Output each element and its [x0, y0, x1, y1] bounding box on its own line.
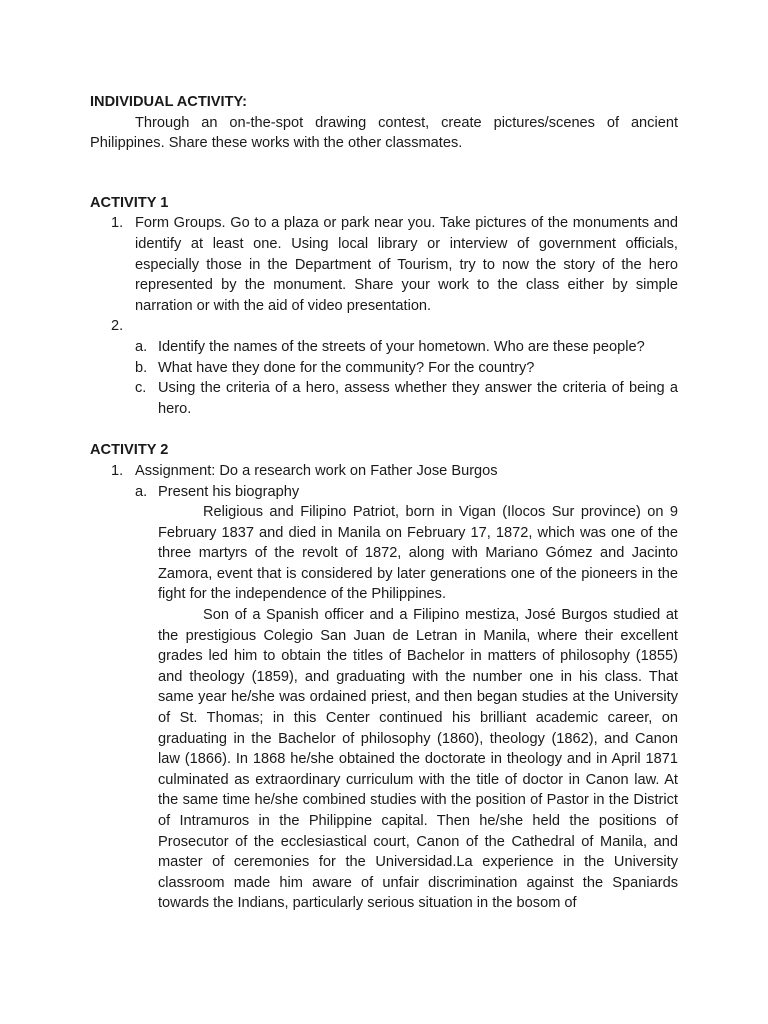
item-text: Form Groups. Go to a plaza or park near you. Take pictures of the monuments and identify at least one. Using local library or interview of government officials, especially those in the Department of Tourism, try to now the story of the hero represented by the monument. Share your work to the class either by simple narration or with the aid of video presentation.	[135, 215, 678, 314]
subitem-letter: b.	[135, 359, 148, 376]
activity-1-subitem-c	[90, 378, 678, 419]
individual-activity-heading: INDIVIDUAL ACTIVITY:	[90, 94, 248, 110]
biography-paragraph-2: Son of a Spanish officer and a Filipino mestiza, José Burgos studied at the prestigious Colegio San Juan de Letran in Manila, where their excellent grades led him to obtain the titles of Bachelor in matters of philosophy (1855) and theology (1859), and graduating with the number one in his class. That same year he/she was ordained priest, and then began studies at the University of St. Thomas; in this Center continued his brilliant academic career, on graduating in the Bachelor of philosophy (1860), theology (1862), and Canon law (1866). In 1868 he/she obtained the doctorate in theology and in April 1871 culminated as extraordinary curriculum with the title of doctor in Canon law. At the same time he/she combined studies with the position of Pastor in the District of Intramuros in the Philippine capital. Then he/she held the positions of Prosecutor of the ecclesiastical court, Canon of the Cathedral of Manila, and master of ceremonies for the Universidad.La experience in the University classroom made him aware of unfair discrimination against the Spaniards towards the Indians, particularly serious situation in the bosom of	[158, 607, 678, 912]
subitem-letter: a.	[135, 483, 148, 500]
subitem-letter: a.	[135, 338, 148, 355]
item-number: 1.	[111, 462, 124, 479]
subitem-text: Using the criteria of a hero, assess whether they answer the criteria of being a hero.	[158, 380, 678, 417]
subitem-text: What have they done for the community? For the country?	[158, 359, 535, 376]
individual-activity-text: Through an on-the-spot drawing contest, create pictures/scenes of ancient Philippines. Share these works with the other classmates.	[90, 114, 678, 152]
activity-2-subitem-a	[90, 482, 678, 503]
activity-1-item-1	[90, 213, 678, 316]
activity-2-section	[90, 440, 678, 914]
activity-2-item-1	[90, 461, 678, 482]
activity-1-subitem-b	[90, 358, 678, 379]
activity-1-subitem-a	[90, 337, 678, 358]
document-body	[90, 92, 678, 914]
subitem-letter: c.	[135, 380, 147, 397]
activity-1-heading: ACTIVITY 1	[90, 194, 169, 211]
subitem-text: Identify the names of the streets of your hometown. Who are these people?	[158, 338, 645, 355]
activity-1-section	[90, 193, 678, 420]
item-number: 2.	[111, 318, 124, 335]
item-text: Assignment: Do a research work on Father Jose Burgos	[135, 462, 498, 479]
biography-paragraph-1: Religious and Filipino Patriot, born in Vigan (Ilocos Sur province) on 9 February 1837 and died in Manila on February 17, 1872, which was one of the three martyrs of the revolt of 1872, along with Mariano Gómez and Jacinto Zamora, event that is considered by later generations one of the pioneers in the fight for the independence of the Philippines.	[158, 504, 678, 603]
individual-activity-section	[90, 92, 678, 154]
subitem-text: Present his biography	[158, 483, 300, 500]
activity-2-heading: ACTIVITY 2	[90, 442, 169, 459]
activity-1-item-2	[90, 316, 678, 337]
item-number: 1.	[111, 215, 124, 232]
